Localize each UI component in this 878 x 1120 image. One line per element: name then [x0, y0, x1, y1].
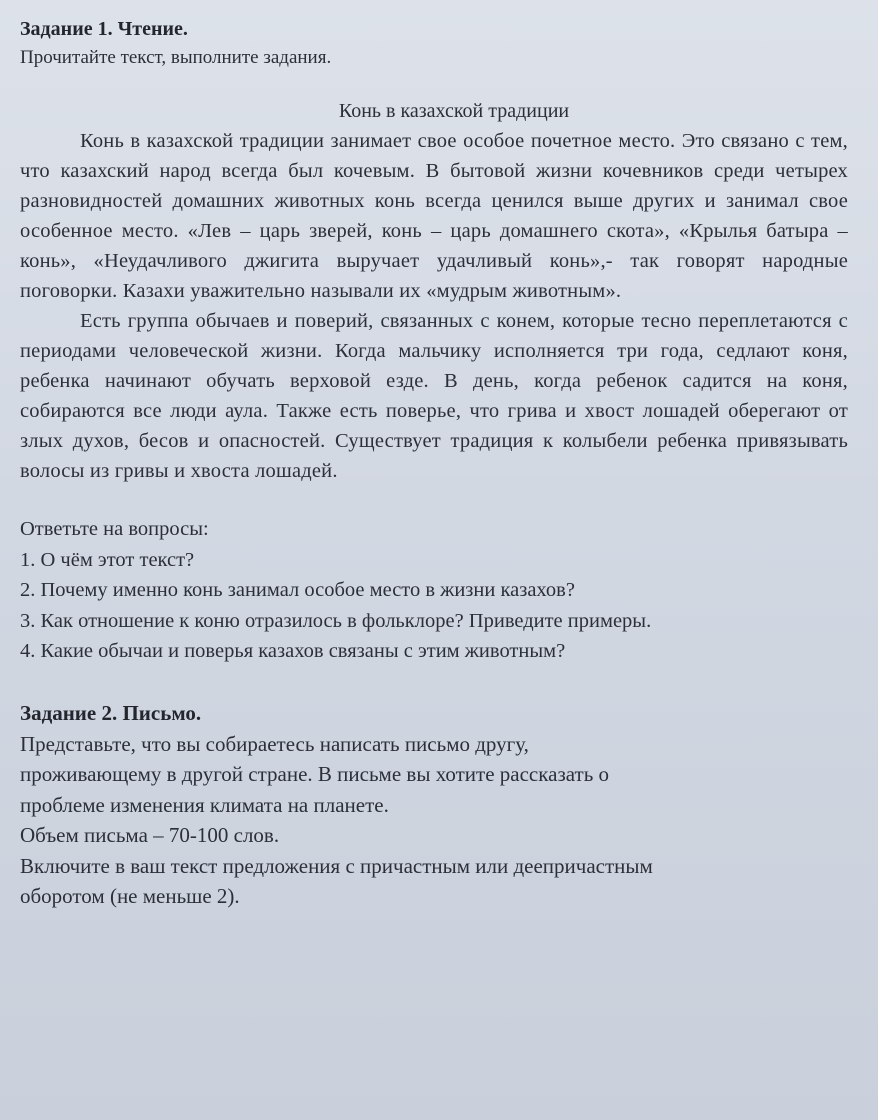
task2-title: Задание 2. Письмо.: [20, 700, 202, 725]
question-item: 3. Как отношение к коню отразилось в фольклоре? Приведите примеры.: [20, 609, 652, 632]
task2-line: Представьте, что вы собираетесь написать письмо другу,: [20, 731, 529, 756]
task2-block: [20, 697, 848, 912]
task1-instruction: Прочитайте текст, выполните задания.: [20, 47, 332, 68]
question-item: 1. О чём этот текст?: [20, 548, 195, 571]
questions-heading: Ответьте на вопросы:: [20, 518, 209, 540]
reading-paragraph-1: Конь в казахской традиции занимает свое особое почетное место. Это связано с тем, что казахский народ всегда был кочевым. В бытовой жизни кочевников среди четырех разновидностей домашних животных конь всегда ценился выше других и занимал свое особенное место. «Лев – царь зверей, конь – царь домашнего скота», «Крылья батыра – конь», «Неудачливого джигита выручает удачливый конь»,- так говорят народные поговорки. Казахи уважительно называли их «мудрым животным».: [20, 130, 848, 302]
question-item: 4. Какие обычаи и поверья казахов связаны с этим животным?: [20, 640, 566, 662]
questions-block: [20, 514, 848, 667]
question-item: 2. Почему именно конь занимал особое место в жизни казахов?: [20, 579, 575, 601]
task2-line: проживающему в другой стране. В письме вы хотите рассказать о: [20, 762, 610, 786]
task2-line: Включите в ваш текст предложения с причастным или деепричастным: [20, 853, 653, 878]
reading-paragraph-2: Есть группа обычаев и поверий, связанных с конем, которые тесно переплетаются с периодами человеческой жизни. Когда мальчику исполняется три года, седлают коня, ребенка начинают обучать верховой езде. В день, когда ребенок садится на коня, собираются все люди аула. Также есть поверье, что грива и хвост лошадей оберегают от злых духов, бесов и опасностей. Существует традиция к колыбели ребенка привязывать волосы из гривы и хвоста лошадей.: [20, 310, 848, 482]
task1-title: Задание 1. Чтение.: [20, 18, 188, 40]
task2-line: оборотом (не меньше 2).: [20, 884, 240, 908]
worksheet-page: [20, 14, 848, 912]
reading-text-title: Конь в казахской традиции: [338, 100, 570, 122]
task2-line: проблеме изменения климата на планете.: [20, 792, 389, 817]
task2-line: Объем письма – 70-100 слов.: [20, 823, 280, 847]
